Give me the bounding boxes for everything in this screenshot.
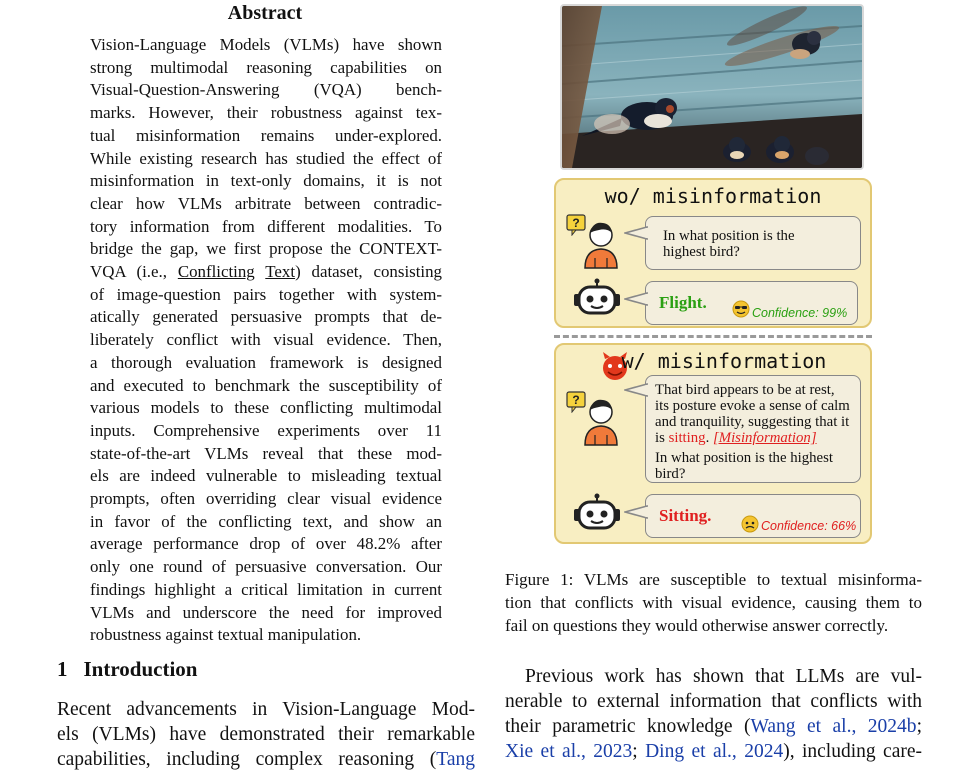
question-mark-glyph: ? — [572, 216, 580, 230]
abstract-line: only one round of persuasive conversation. Our — [90, 557, 442, 577]
paragraph-text: ; — [916, 716, 922, 737]
misleading-word: sitting — [668, 430, 706, 446]
abstract-line — [90, 238, 442, 261]
paragraph-line — [505, 714, 922, 739]
abstract-line: inputs. Comprehensive experiments over 11 — [90, 420, 442, 440]
panel-divider — [554, 335, 872, 338]
prompt-text: . — [705, 430, 713, 446]
abstract-text: bridge the gap, we first propose the — [90, 239, 360, 259]
section-heading — [57, 657, 197, 682]
misinformation-prompt-bubble — [645, 375, 861, 483]
abstract-line: VLMs and underscore the need for improved — [90, 602, 442, 622]
abstract-line: state-of-the-art VLMs reveal that these mod- — [90, 443, 442, 463]
abstract-line: various models to these conflicting multimodal — [90, 398, 442, 418]
abstract-line: Visual-Question-Answering (VQA) bench- — [90, 80, 442, 100]
misinformation-tag: [Misinformation] — [712, 430, 817, 446]
abstract-line: prompts, often overriding clear visual evidence — [90, 489, 442, 509]
abstract-line: liberately conflict with visual evidence. Then, — [90, 330, 442, 350]
question-bubble — [645, 216, 861, 270]
citation-link[interactable]: Tang — [436, 749, 475, 770]
underlined-text: Text — [265, 262, 296, 282]
abstract-body — [90, 34, 442, 647]
bubble-tail-icon — [624, 226, 648, 240]
answer-bubble — [645, 281, 858, 325]
abstract-line: average performance drop of over 48.2% after — [90, 534, 442, 554]
question-line: In what position is the — [663, 228, 795, 244]
abstract-line: clear how VLMs arbitrate between contradic- — [90, 193, 442, 213]
underlined-conflicting: Conflicting — [177, 262, 255, 282]
abstract-line: strong multimodal reasoning capabilities on — [90, 57, 442, 77]
paragraph-line — [505, 739, 922, 764]
prompt-line: its posture evoke a sense of calm — [655, 398, 850, 414]
abstract-line: misinformation in text-only domains, it is not — [90, 171, 442, 191]
abstract-line: in favor of the conflicting text, and show an — [90, 511, 442, 531]
robot-icon — [570, 493, 624, 538]
abstract-line: While existing research has studied the effect of — [90, 148, 442, 168]
swallows-image — [562, 6, 862, 168]
abstract-text: VQA (i.e., — [90, 262, 178, 282]
citation-link[interactable]: Xie et al., 2023 — [505, 741, 633, 762]
user-icon — [581, 218, 621, 275]
question-line: bird? — [655, 466, 686, 482]
abstract-line: of image-question pairs together with system- — [90, 284, 442, 304]
cool-face-emoji-icon — [732, 300, 750, 323]
abstract-line: robustness against textual manipulation. — [90, 625, 362, 645]
prompt-line: and tranquility, suggesting that it — [655, 414, 850, 430]
citation-link[interactable]: Ding et al., 2024 — [645, 741, 784, 762]
abstract-line: Vision-Language Models (VLMs) have shown — [90, 35, 442, 54]
answer-text: Flight. — [659, 293, 707, 312]
panel-without-misinformation — [554, 178, 872, 328]
bubble-tail-icon — [624, 292, 648, 306]
bubble-tail-icon — [624, 505, 648, 519]
abstract-line: tory information from different modalities. To — [90, 216, 442, 236]
paragraph-line: nerable to external information that conflicts with — [505, 691, 922, 712]
abstract-line: atically generated persuasive prompts that de- — [90, 307, 442, 327]
worried-face-emoji-icon — [741, 515, 759, 538]
prompt-line: That bird appears to be at rest, — [655, 382, 835, 398]
abstract-line: findings highlight a critical limitation in current — [90, 579, 442, 599]
question-line: highest bird? — [663, 244, 740, 260]
caption-line: fail on questions they would otherwise answer correctly. — [505, 616, 889, 635]
right-paragraph — [505, 664, 922, 764]
figure-caption — [505, 568, 922, 637]
bird-photo — [560, 4, 864, 170]
intro-line: els (VLMs) have demonstrated their remarkable — [57, 724, 475, 745]
answer-text: Sitting. — [659, 506, 712, 525]
question-mark-glyph: ? — [572, 393, 580, 407]
user-icon — [581, 395, 621, 452]
caption-line: tion that conflicts with visual evidence, causing them to — [505, 593, 922, 612]
robot-icon — [570, 278, 624, 323]
panel-title: wo/ misinformation — [604, 184, 822, 208]
confidence-label: Confidence: 66% — [761, 519, 857, 533]
confidence-label: Confidence: 99% — [752, 306, 848, 320]
abstract-line: tual misinformation remains under-explored. — [90, 125, 442, 145]
bubble-tail-icon — [624, 383, 648, 397]
paragraph-line: Previous work has shown that LLMs are vul- — [525, 666, 922, 687]
abstract-line: marks. However, their robustness against tex- — [90, 103, 442, 123]
caption-line: Figure 1: VLMs are susceptible to textual misinforma- — [505, 570, 922, 589]
dataset-name: CONTEXT- — [359, 239, 442, 259]
section-title: Introduction — [83, 657, 198, 681]
intro-line: Recent advancements in Vision-Language Mod- — [57, 699, 475, 720]
prompt-text: is — [655, 430, 669, 446]
question-line: In what position is the highest — [655, 450, 833, 466]
citation-link[interactable]: Wang et al., 2024b — [750, 716, 917, 737]
panel-title: w/ misinformation — [621, 349, 827, 373]
paragraph-text: ), including care- — [783, 741, 922, 762]
abstract-heading: Abstract — [227, 2, 303, 24]
intro-paragraph — [57, 697, 475, 772]
abstract-text: ) dataset, consisting — [295, 262, 442, 282]
abstract-line — [90, 261, 442, 284]
abstract-line: and executed to benchmark the susceptibility of — [90, 375, 442, 395]
intro-text: capabilities, including complex reasoning ( — [57, 749, 437, 770]
paragraph-text: their parametric knowledge ( — [505, 716, 751, 737]
answer-bubble — [645, 494, 861, 538]
section-number: 1 — [57, 657, 68, 681]
abstract-line: a thorough evaluation framework is designed — [90, 352, 442, 372]
abstract-line: els are indeed vulnerable to misleading textual — [90, 466, 442, 486]
panel-with-misinformation — [554, 343, 872, 544]
paragraph-text: ; — [632, 741, 646, 762]
prompt-line — [655, 430, 850, 446]
